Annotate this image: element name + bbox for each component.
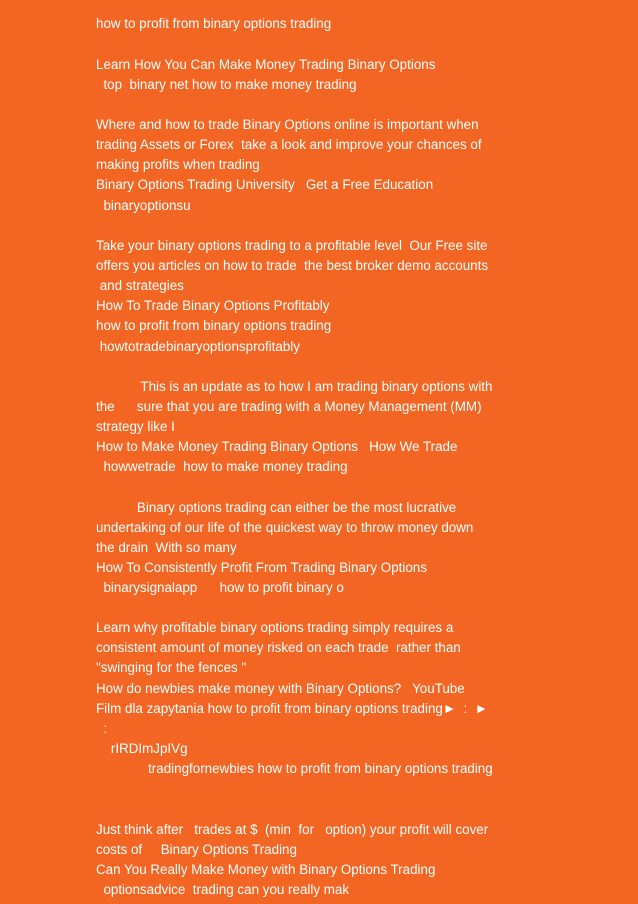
text-line: How to Make Money Trading Binary Options How We Trade [96,439,458,454]
text-line: costs of Binary Options Trading [96,842,297,857]
text-line: binaryoptionsu [96,198,191,213]
text-line: undertaking of our life of the quickest way to throw money down [96,520,474,535]
text-line: How do newbies make money with Binary Options? YouTube [96,681,465,696]
text-line: optionsadvice trading can you really mak [96,882,350,897]
text-line: "swinging for the fences " [96,660,247,675]
text-line: strategy like I [96,419,175,434]
text-line: the drain With so many [96,540,237,555]
text-line: howtotradebinaryoptionsprofitably [96,339,300,354]
text-line: top binary net how to make money trading [96,77,357,92]
text-line: Can You Really Make Money with Binary Options Trading [96,862,436,877]
text-line: tradingfornewbies how to profit from binary options trading [96,761,493,776]
text-line: offers you articles on how to trade the best broker demo accounts [96,258,489,273]
text-line: Binary options trading can either be the most lucrative [96,500,457,515]
text-line: trading Assets or Forex take a look and improve your chances of [96,137,482,152]
text-line: Learn why profitable binary options trading simply requires a [96,620,454,635]
text-line: Learn How You Can Make Money Trading Binary Options [96,57,436,72]
text-line: : [96,721,108,736]
text-line: Just think after trades at $ (min for option) your profit will cover [96,822,489,837]
text-line: Where and how to trade Binary Options online is important when [96,117,479,132]
text-line: How To Trade Binary Options Profitably [96,298,330,313]
text-line: and strategies [96,278,184,293]
text-line: This is an update as to how I am trading binary options with [96,379,493,394]
text-line: rIRDImJpIVg [96,741,188,756]
text-line: consistent amount of money risked on each trade rather than [96,640,461,655]
text-line: Binary Options Trading University Get a Free Education [96,177,434,192]
text-line: Take your binary options trading to a profitable level Our Free site [96,238,488,253]
text-line: binarysignalapp how to profit binary o [96,580,344,595]
text-line: making profits when trading [96,157,260,172]
text-line: the sure that you are trading with a Money Management (MM) [96,399,482,414]
text-line: howwetrade how to make money trading [96,459,348,474]
text-line: How To Consistently Profit From Trading Binary Options [96,560,427,575]
text-line: how to profit from binary options trading [96,16,332,31]
text-line: how to profit from binary options trading [96,318,332,333]
text-line: Film dla zapytania how to profit from binary options trading► : ► [96,701,488,716]
